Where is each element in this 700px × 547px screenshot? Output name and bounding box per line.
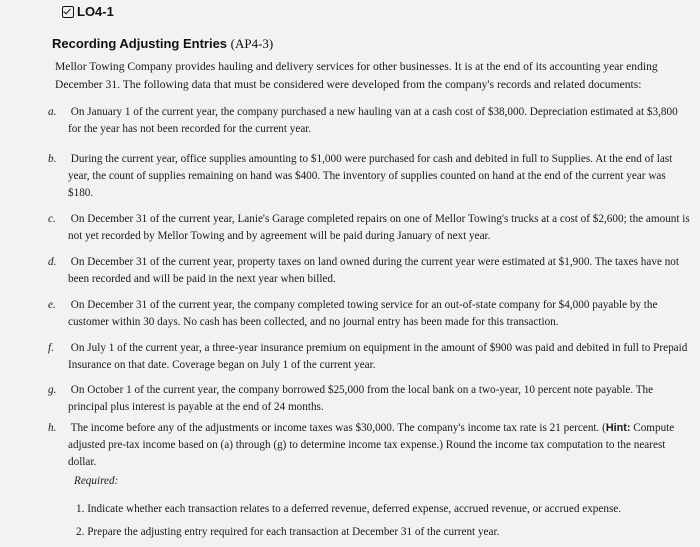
item-h (48, 420, 690, 471)
required-item-2: 2. Prepare the adjusting entry required for each transaction at December 31 of the current year. (76, 526, 500, 538)
item-b (48, 151, 690, 202)
hint-label: Hint: (605, 422, 631, 434)
item-text: On January 1 of the current year, the company purchased a new hauling van at a cash cost of $38,000. Depreciation estimated at $3,800 for the year has not been recorded for the current year. (68, 106, 678, 135)
problem-intro: Mellor Towing Company provides hauling and delivery services for other businesses. It is at the end of its accounting year ending December 31. The following data that must be considered were developed from the company's records and related documents: (55, 60, 658, 91)
item-text: On December 31 of the current year, Lanie's Garage completed repairs on one of Mellor Towing's trucks at a cost of $2,600; the amount is not yet recorded by Mellor Towing and by agreement will be paid during January of next year. (68, 213, 690, 242)
item-f (48, 340, 690, 374)
problem-reference: (AP4-3) (230, 36, 274, 51)
checkbox-icon (62, 6, 74, 18)
item-letter: g. (48, 384, 57, 396)
required-item-1: 1. Indicate whether each transaction relates to a deferred revenue, deferred expense, accrued revenue, or accrued expense. (76, 503, 622, 515)
item-letter: e. (48, 299, 56, 311)
item-text-before: The income before any of the adjustments or income taxes was $30,000. The company's income tax rate is 21 percent. ( (70, 422, 606, 434)
learning-objective-badge (62, 4, 114, 19)
required-label: Required: (74, 475, 119, 487)
item-letter: f. (48, 342, 54, 354)
item-letter: h. (48, 422, 57, 434)
item-e (48, 297, 690, 331)
learning-objective-label: LO4-1 (77, 4, 114, 19)
item-d (48, 254, 690, 288)
item-text: On October 1 of the current year, the company borrowed $25,000 from the local bank on a two-year, 10 percent note payable. The principal plus interest is payable at the end of 24 months. (68, 384, 654, 413)
item-text-after: Compute adjusted pre-tax income based on (a) through (g) to determine income tax expense.) Round the income tax computation to the nearest dollar. (68, 422, 675, 468)
item-text: On July 1 of the current year, a three-year insurance premium on equipment in the amount of $900 was paid and debited in full to Prepaid Insurance on that date. Coverage began on July 1 of the current year. (68, 342, 688, 371)
item-g (48, 382, 690, 416)
problem-title (52, 36, 273, 52)
item-letter: c. (48, 213, 56, 225)
item-text: During the current year, office supplies amounting to $1,000 were purchased for cash and debited in full to Supplies. At the end of last year, the count of supplies remaining on hand was $400. The inventory of supplies counted on hand at the end of the current year was $180. (68, 153, 673, 199)
item-letter: a. (48, 106, 57, 118)
item-letter: d. (48, 256, 57, 268)
item-text: On December 31 of the current year, property taxes on land owned during the current year were estimated at $1,900. The taxes have not been recorded and will be paid in the next year when billed. (68, 256, 680, 285)
item-c (48, 211, 690, 245)
problem-title-text: Recording Adjusting Entries (52, 36, 228, 51)
item-a (48, 104, 690, 138)
item-letter: b. (48, 153, 57, 165)
item-text: On December 31 of the current year, the company completed towing service for an out-of-state company for $4,000 payable by the customer within 30 days. No cash has been collected, and no journal entry has been made for this transaction. (68, 299, 658, 328)
